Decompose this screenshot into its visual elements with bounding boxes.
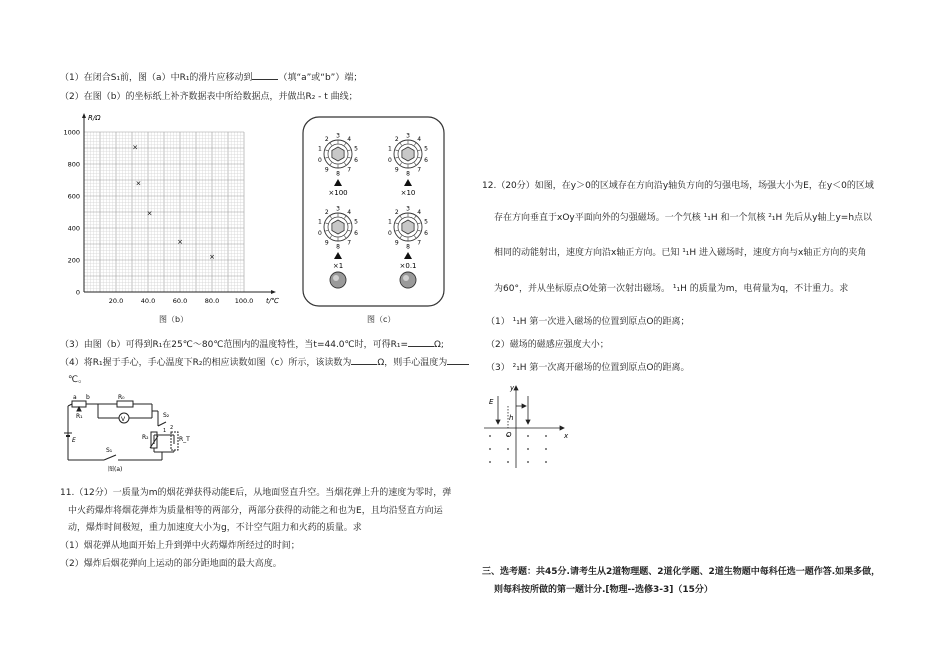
- circuit-label-s1: S₁: [106, 447, 113, 454]
- graph-ytick: 400: [67, 224, 80, 233]
- dial-digit: 6: [424, 230, 429, 238]
- dial-multiplier: ×1: [332, 262, 344, 270]
- dial-digit: 4: [347, 135, 352, 143]
- q12-line4: 为60°，并从坐标原点O处第一次射出磁场。 ¹₁H 的质量为m，电荷量为q，不计重力。求: [494, 284, 849, 294]
- field-dot: [545, 435, 547, 437]
- circuit-a: [62, 392, 227, 476]
- q11-part2: （2）爆炸后烟花弹向上运动的部分距地面的最大高度。: [60, 559, 282, 569]
- dial-digit: 7: [417, 166, 422, 174]
- dial-digit: 3: [406, 132, 410, 140]
- graph-xtick: 40.0: [140, 297, 156, 305]
- field-dot: [507, 461, 509, 463]
- dial-digit: 0: [387, 230, 392, 238]
- circuit-label-b: b: [86, 394, 90, 401]
- graph-point: ×: [146, 209, 153, 218]
- graph-ytick: 1000: [63, 128, 80, 137]
- dial-digit: 2: [394, 208, 399, 216]
- field-dot: [489, 448, 491, 450]
- q12-line1: 12.（20分）如图，在y＞0的区域存在方向沿y轴负方向的匀强电场，场强大小为E，在y＜0的区域: [482, 181, 874, 191]
- graph-point: ×: [132, 143, 139, 152]
- circuit-label-r1: R₁: [76, 413, 83, 420]
- dial-digit: 0: [317, 157, 322, 165]
- q11-line2: 中火药爆炸将烟花弹炸为质量相等的两部分，两部分获得的动能之和也为E，且均沿竖直方向运: [68, 506, 443, 516]
- caption-b: 图（b）: [159, 315, 189, 324]
- graph-b: [62, 112, 290, 324]
- dial-digit: 8: [336, 170, 340, 178]
- circuit-label-s2: S₂: [163, 412, 170, 419]
- dial-digit: 3: [336, 205, 340, 213]
- q12-figure: [482, 382, 572, 470]
- graph-xtick: 20.0: [108, 297, 124, 305]
- dial-digit: 1: [387, 145, 392, 153]
- fig12-h: h: [509, 414, 514, 422]
- caption-a: 图(a): [108, 466, 123, 473]
- answer-blank-1: [252, 70, 278, 80]
- field-dot: [545, 448, 547, 450]
- graph-point: ×: [177, 238, 183, 247]
- q12-part2: （2）磁场的磁感应强度大小；: [486, 340, 609, 350]
- dial-digit: 8: [406, 170, 410, 178]
- answer-blank-4a: [351, 355, 377, 365]
- answer-blank-4b: [447, 355, 469, 365]
- graph-point: ×: [135, 179, 142, 188]
- dial-digit: 8: [406, 243, 410, 251]
- fig12-e: E: [489, 398, 494, 406]
- graph-ytick: 200: [67, 256, 80, 265]
- dial-digit: 2: [394, 135, 399, 143]
- dial-multiplier: ×0.1: [399, 262, 417, 270]
- circuit-label-v: V: [121, 416, 126, 423]
- q10-part4-unit: ℃。: [68, 375, 88, 385]
- dial-digit: 7: [347, 239, 352, 247]
- field-dot: [545, 461, 547, 463]
- caption-c: 图（c）: [367, 315, 396, 324]
- fig12-x: x: [564, 432, 569, 440]
- answer-blank-3: [408, 337, 434, 347]
- section3-line1: 三、选考题：共45分.请考生从2道物理题、2道化学题、2道生物题中每科任选一题作答.如果多做，: [482, 567, 881, 577]
- q11-line3: 动，爆炸时间极短，重力加速度大小为g，不计空气阻力和火药的质量。求: [68, 523, 362, 533]
- dial-digit: 4: [417, 135, 422, 143]
- circuit-label-r0: R₀: [118, 394, 125, 401]
- graph-ytick: 600: [67, 192, 80, 201]
- dial-digit: 9: [324, 166, 329, 174]
- graph-point: ×: [209, 252, 215, 261]
- dial-multiplier: ×10: [400, 189, 416, 197]
- dial-digit: 5: [424, 218, 429, 226]
- dial-digit: 6: [424, 157, 429, 165]
- field-dot: [507, 448, 509, 450]
- fig12-y: y: [510, 384, 515, 392]
- q12-line2: 存在方向垂直于xOy平面向外的匀强磁场。一个氕核 ¹₁H 和一个氘核 ²₁H 先后从y轴上y=h点以: [494, 213, 873, 223]
- dials-c: [302, 116, 446, 308]
- field-dot: [527, 448, 529, 450]
- q10-part4: （4）将R₁握于手心，手心温度下R₂的相应读数如图（c）所示，该读数为 Ω，则手心温度为: [60, 355, 469, 369]
- field-dot: [527, 435, 529, 437]
- dial-digit: 6: [354, 230, 359, 238]
- dial-digit: 5: [354, 145, 359, 153]
- dial-digit: 4: [417, 208, 422, 216]
- graph-xtick: 80.0: [204, 297, 220, 305]
- dial-digit: 6: [354, 157, 359, 165]
- dial-digit: 9: [324, 239, 329, 247]
- dial-digit: 2: [324, 135, 329, 143]
- graph-ytick: 800: [67, 160, 80, 169]
- dial-digit: 4: [347, 208, 352, 216]
- circuit-label-2: 2: [170, 425, 174, 431]
- dial-digit: 9: [394, 166, 399, 174]
- q12-line3: 相同的动能射出，速度方向沿x轴正方向。已知 ¹₁H 进入磁场时，速度方向与x轴正方向的夹角: [494, 248, 867, 258]
- q12-part1: （1） ¹₁H 第一次进入磁场的位置到原点O的距离；: [486, 317, 690, 327]
- dial-digit: 1: [387, 218, 392, 226]
- dial-digit: 7: [347, 166, 352, 174]
- fig12-o: O: [506, 431, 512, 439]
- dial-digit: 3: [336, 132, 340, 140]
- graph-xtick: 60.0: [172, 297, 188, 305]
- q11-line1: 11.（12分）一质量为m的烟花弹获得动能E后，从地面竖直升空。当烟花弹上升的速度为零时，弹: [60, 488, 452, 498]
- dial-digit: 5: [354, 218, 359, 226]
- section3-line2: 则每科按所做的第一题计分.[物理--选修3-3]（15分）: [494, 585, 713, 595]
- dial-digit: 5: [424, 145, 429, 153]
- field-dot: [489, 461, 491, 463]
- q11-part1: （1）烟花弹从地面开始上升到弹中火药爆炸所经过的时间；: [60, 541, 300, 551]
- dial-digit: 0: [317, 230, 322, 238]
- field-dot: [527, 461, 529, 463]
- graph-xlabel: t/℃: [266, 297, 279, 305]
- circuit-label-a: a: [73, 394, 77, 401]
- dial-digit: 9: [394, 239, 399, 247]
- circuit-label-r2: R₂: [142, 434, 149, 441]
- field-dot: [489, 435, 491, 437]
- dial-digit: 0: [387, 157, 392, 165]
- q10-part1: （1）在闭合S₁前，图（a）中R₁的滑片应移动到 （填“a”或“b”）端；: [60, 70, 362, 84]
- circuit-label-rt: R_T: [179, 436, 190, 443]
- q10-part3: （3）由图（b）可得到R₁在25℃～80℃范围内的温度特性，当t=44.0℃时，可得R₁= Ω;: [60, 337, 444, 351]
- dial-digit: 1: [317, 218, 322, 226]
- graph-grid: [84, 132, 244, 292]
- dial-digit: 3: [406, 205, 410, 213]
- dial-digit: 8: [336, 243, 340, 251]
- q12-part3: （3） ²₁H 第一次离开磁场的位置到原点O的距离。: [486, 363, 690, 373]
- dial-digit: 2: [324, 208, 329, 216]
- dial-digit: 7: [417, 239, 422, 247]
- graph-ylabel: R/Ω: [88, 114, 101, 122]
- graph-xtick: 100.0: [234, 297, 254, 305]
- circuit-label-1: 1: [163, 428, 167, 434]
- graph-ytick: 0: [75, 288, 80, 297]
- dial-digit: 1: [317, 145, 322, 153]
- q10-part2: （2）在图（b）的坐标纸上补齐数据表中所给数据点，并做出R₂ - t 曲线；: [60, 92, 358, 102]
- dial-multiplier: ×100: [328, 189, 348, 197]
- circuit-label-e: E: [72, 437, 76, 444]
